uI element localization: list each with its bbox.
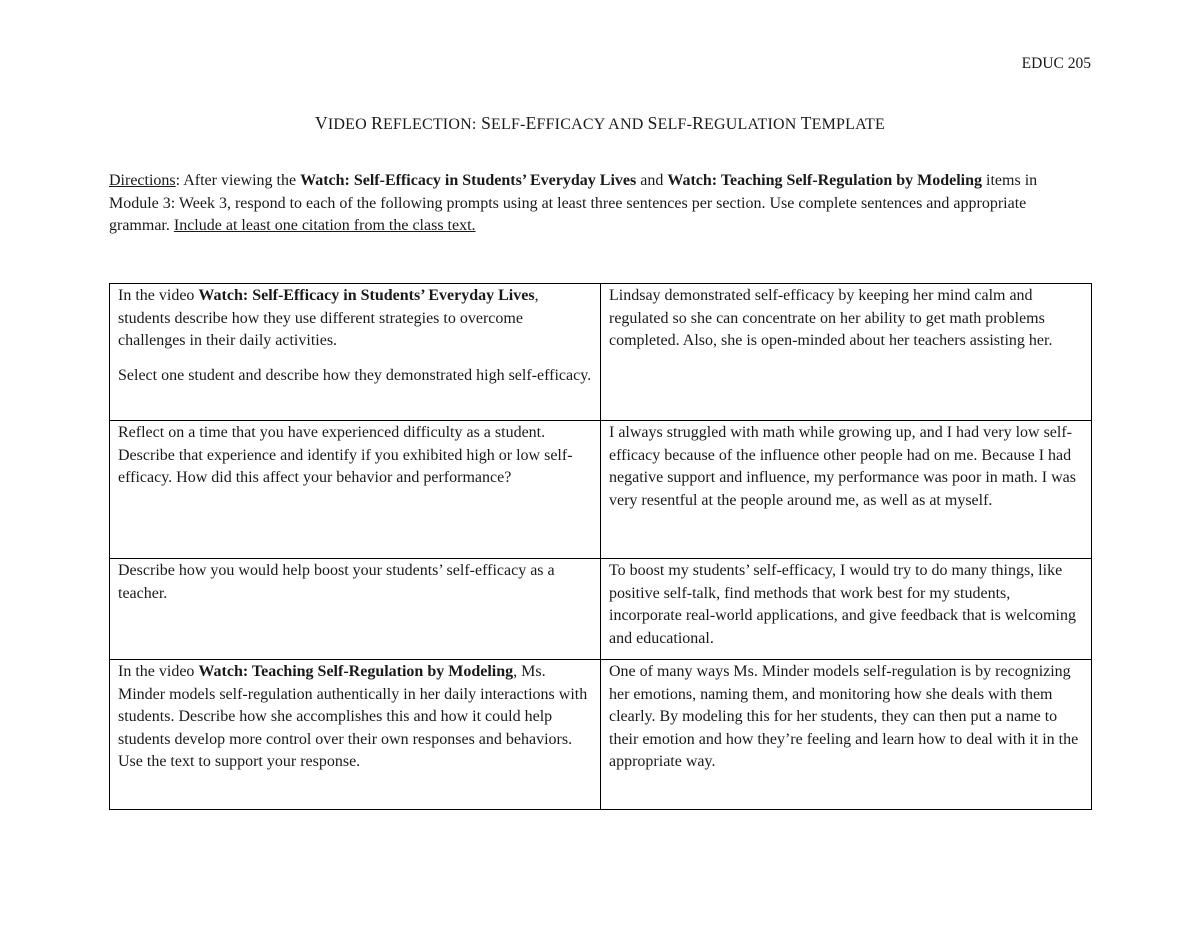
response-cell[interactable]: One of many ways Ms. Minder models self-regulation is by recognizing her emotions, naming them, and monitoring how she deals with them clearly. By modeling this for her students, they can then put a name to their emotion and how they’re feeling and learn how to deal with it in the appropriate way. bbox=[601, 660, 1092, 810]
reflection-table bbox=[109, 283, 1092, 810]
prompt-cell: In the video Watch: Self-Efficacy in Students’ Everyday Lives, students describe how they use different strategies to overcome challenges in their daily activities. Select one student and describe how they demonstrated high self-efficacy. bbox=[110, 284, 601, 421]
video-title-self-efficacy: Watch: Self-Efficacy in Students’ Everyday Lives bbox=[300, 172, 637, 189]
course-code: EDUC 205 bbox=[1021, 55, 1091, 72]
response-cell[interactable]: To boost my students’ self-efficacy, I would try to do many things, like positive self-talk, find methods that work best for my students, incorporate real-world applications, and give feedback that is welcoming and educational. bbox=[601, 559, 1092, 660]
directions-paragraph: Directions: After viewing the Watch: Self-Efficacy in Students’ Everyday Lives and Watch: Teaching Self-Regulation by Modeling items in Module 3: Week 3, respond to each of the following prompts using at least three sentences per section. Use complete sentences and appropriate grammar. Include at least one citation from the class text. bbox=[109, 172, 1038, 234]
directions-label: Directions bbox=[109, 172, 176, 189]
response-cell[interactable]: I always struggled with math while growing up, and I had very low self-efficacy because of the influence other people had on me. Because I had negative support and influence, my performance was poor in math. I was very resentful at the people around me, as well as at myself. bbox=[601, 421, 1092, 559]
table-row bbox=[110, 559, 1092, 660]
video-title-self-regulation: Watch: Teaching Self-Regulation by Modeling bbox=[667, 172, 983, 189]
prompt-cell: In the video Watch: Teaching Self-Regulation by Modeling, Ms. Minder models self-regulation authentically in her daily interactions with students. Describe how she accomplishes this and how it could help students develop more control over their own responses and behaviors. Use the text to support your response. bbox=[110, 660, 601, 810]
table-row bbox=[110, 421, 1092, 559]
table-row bbox=[110, 284, 1092, 421]
prompt-cell: Reflect on a time that you have experienced difficulty as a student. Describe that experience and identify if you exhibited high or low self-efficacy. How did this affect your behavior and performance? bbox=[110, 421, 601, 559]
table-row bbox=[110, 660, 1092, 810]
prompt-cell: Describe how you would help boost your students’ self-efficacy as a teacher. bbox=[110, 559, 601, 660]
citation-requirement: Include at least one citation from the class text. bbox=[173, 217, 476, 234]
response-cell[interactable]: Lindsay demonstrated self-efficacy by keeping her mind calm and regulated so she can concentrate on her ability to get math problems completed. Also, she is open-minded about her teachers assisting her. bbox=[601, 284, 1092, 421]
page-title: VIDEO REFLECTION: SELF-EFFICACY AND SELF-REGULATION TEMPLATE bbox=[315, 113, 885, 133]
